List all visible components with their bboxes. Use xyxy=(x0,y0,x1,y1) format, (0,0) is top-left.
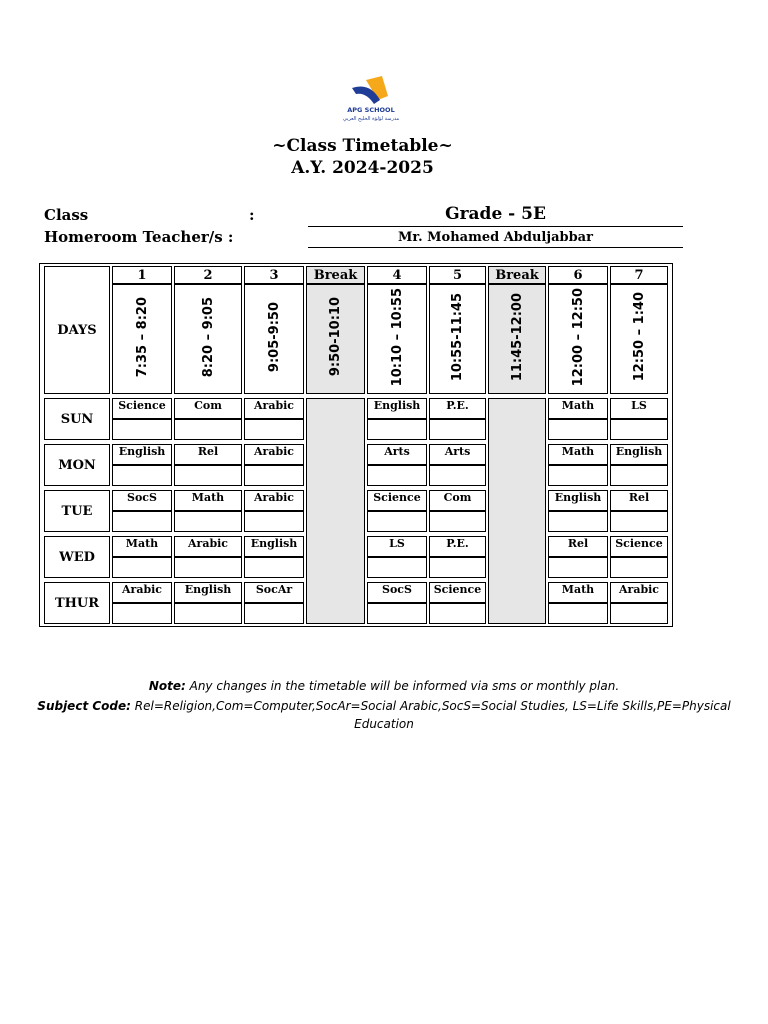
period-number: 7 xyxy=(610,266,668,284)
subject-cell: English xyxy=(112,444,172,465)
page-title: ~Class Timetable~ xyxy=(272,136,453,156)
period-time: 10:55-11:45 xyxy=(429,284,486,394)
subject-cell: English xyxy=(548,490,608,511)
logo-text-ar: مدرسة لؤلؤة الخليج العربي xyxy=(342,116,400,122)
subject-cell: LS xyxy=(610,398,668,419)
subject-cell: P.E. xyxy=(429,536,486,557)
period-number: 1 xyxy=(112,266,172,284)
period-time: 12:00 – 12:50 xyxy=(548,284,608,394)
subject-cell: Arabic xyxy=(244,444,304,465)
subject-cell: Com xyxy=(429,490,486,511)
subject-cell: SocS xyxy=(367,582,427,603)
note-text: Any changes in the timetable will be informed via sms or monthly plan. xyxy=(189,679,620,693)
subject-cell: P.E. xyxy=(429,398,486,419)
subject-code-note-cont: Education xyxy=(354,717,414,731)
class-value: Grade - 5E xyxy=(308,203,683,227)
subject-cell: English xyxy=(367,398,427,419)
period-number: 5 xyxy=(429,266,486,284)
subject-cell: SocS xyxy=(112,490,172,511)
subject-cell: Arabic xyxy=(610,582,668,603)
class-label: Class xyxy=(44,206,89,224)
subject-cell: Arabic xyxy=(174,536,242,557)
period-time: 9:05-9:50 xyxy=(244,284,304,394)
subject-cell: Math xyxy=(548,444,608,465)
subject-cell: Science xyxy=(610,536,668,557)
logo-text-en: APG SCHOOL xyxy=(347,106,395,114)
subject-cell: English xyxy=(610,444,668,465)
subject-cell: Math xyxy=(174,490,242,511)
period-time-row xyxy=(44,284,668,394)
subject-cell: Arabic xyxy=(112,582,172,603)
subject-cell: Science xyxy=(112,398,172,419)
timetable-note xyxy=(0,679,768,693)
subject-cell: Arabic xyxy=(244,398,304,419)
period-time: 12:50 – 1:40 xyxy=(610,284,668,394)
period-time: 10:10 – 10:55 xyxy=(367,284,427,394)
break-time: 9:50-10:10 xyxy=(306,284,365,394)
school-logo xyxy=(338,74,404,130)
subject-cell: Math xyxy=(548,582,608,603)
subject-cell: LS xyxy=(367,536,427,557)
break-time: 11:45-12:00 xyxy=(488,284,546,394)
subject-cell: Science xyxy=(429,582,486,603)
subject-cell: Com xyxy=(174,398,242,419)
break-header: Break xyxy=(306,266,365,284)
break-column xyxy=(488,398,546,624)
subject-cell: Arabic xyxy=(244,490,304,511)
period-number: 2 xyxy=(174,266,242,284)
period-number: 4 xyxy=(367,266,427,284)
period-time: 8:20 – 9:05 xyxy=(174,284,242,394)
day-label: TUE xyxy=(44,490,110,532)
class-colon: : xyxy=(249,206,255,224)
day-row-sun xyxy=(44,398,668,419)
period-number: 3 xyxy=(244,266,304,284)
subject-cell: Science xyxy=(367,490,427,511)
teacher-label: Homeroom Teacher/s : xyxy=(44,228,234,246)
break-column xyxy=(306,398,365,624)
day-label: MON xyxy=(44,444,110,486)
subject-cell: English xyxy=(244,536,304,557)
days-header: DAYS xyxy=(44,266,110,394)
subject-code-note xyxy=(0,699,768,713)
subject-cell: Rel xyxy=(610,490,668,511)
code-text: Rel=Religion,Com=Computer,SocAr=Social Arabic,SocS=Social Studies, LS=Life Skills,PE=Physical xyxy=(134,699,731,713)
academic-year: A.Y. 2024-2025 xyxy=(291,158,434,178)
timetable xyxy=(39,263,673,627)
subject-cell: Math xyxy=(112,536,172,557)
subject-cell: Rel xyxy=(174,444,242,465)
code-label: Subject Code: xyxy=(37,699,131,713)
subject-cell: Rel xyxy=(548,536,608,557)
subject-cell: SocAr xyxy=(244,582,304,603)
period-time: 7:35 – 8:20 xyxy=(112,284,172,394)
teacher-value: Mr. Mohamed Abduljabbar xyxy=(308,229,683,248)
subject-cell: English xyxy=(174,582,242,603)
note-label: Note: xyxy=(148,679,186,693)
day-label: SUN xyxy=(44,398,110,440)
break-header: Break xyxy=(488,266,546,284)
subject-cell: Math xyxy=(548,398,608,419)
subject-cell: Arts xyxy=(429,444,486,465)
period-number: 6 xyxy=(548,266,608,284)
day-label: WED xyxy=(44,536,110,578)
period-header-row xyxy=(44,266,668,284)
day-label: THUR xyxy=(44,582,110,624)
subject-cell: Arts xyxy=(367,444,427,465)
